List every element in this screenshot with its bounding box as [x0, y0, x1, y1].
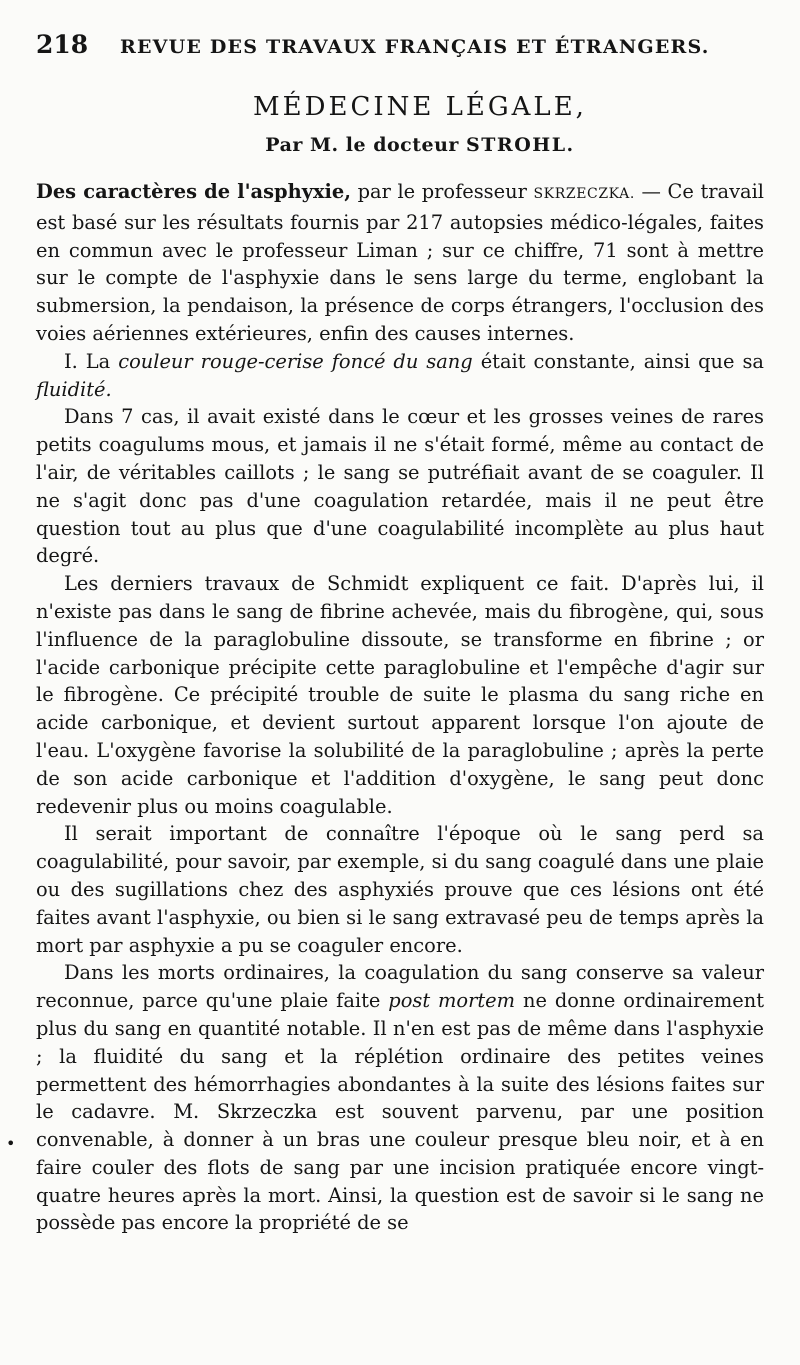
paragraph-3: Les derniers travaux de Schmidt expliquent ce fait. D'après lui, il n'existe pas dans le sang de fibrine achevée, mais du fibrogène, qui, sous l'influence de la paraglobuline dissoute, se transforme en fibrine ; or l'acide carbonique précipite cette paraglobuline et l'empêche d'agir sur le fibrogène. Ce précipité trouble de suite le plasma du sang riche en acide carbonique, et devient surtout apparent lorsque l'on ajoute de l'eau. L'oxygène favorise la solubilité de la paraglobuline ; après la perte de son acide carbonique et l'addition d'oxygène, le sang peut donc redevenir plus ou moins coagulable. [36, 572, 764, 818]
article-body [36, 178, 764, 1237]
paragraph-5-italic: post mortem [388, 989, 516, 1013]
paragraph-2: Dans 7 cas, il avait existé dans le cœur et les grosses veines de rares petits coagulums mous, et jamais il ne s'était formé, même au contact de l'air, de véritables caillots ; le sang se putréfiait avant de se coaguler. Il ne s'agit donc pas d'une coagulation retardée, mais il ne peut être question tout au plus que d'une coagulabilité incomplète au plus haut degré. [36, 405, 764, 568]
journal-title: REVUE DES TRAVAUX FRANÇAIS ET ÉTRANGERS. [120, 36, 710, 58]
paragraph-1-italic-2: fluidité. [36, 377, 112, 401]
article-byline-dash: — [641, 180, 661, 203]
paragraph-5 [36, 959, 764, 1237]
paragraph-5-a: Dans les morts ordinaires, la coagulation du sang conserve sa valeur reconnue, parce qu'une plaie faite [36, 961, 764, 1013]
article-intro: Ce travail est basé sur les résultats fournis par 217 autopsies médico-légales, faites en commun avec le professeur Liman ; sur ce chiffre, 71 sont à mettre sur le compte de l'asphyxie dans le sens large du terme, englobant la submersion, la pendaison, la présence de corps étrangers, l'occlusion des voies aériennes extérieures, enfin des causes internes. [36, 180, 764, 345]
paragraph-1 [36, 348, 764, 404]
paragraph-4: Il serait important de connaître l'époque où le sang perd sa coagulabilité, pour savoir, par exemple, si du sang coagulé dans une plaie ou des sugillations chez des asphyxiés prouve que ces lésions ont été faites avant l'asphyxie, ou bien si le sang extravasé peu de temps après la mort par asphyxie a pu se coaguler encore. [36, 822, 764, 957]
margin-bullet: • [6, 1134, 16, 1153]
article-title: Des caractères de l'asphyxie, [36, 180, 351, 203]
section-title: MÉDECINE LÉGALE, [253, 92, 587, 122]
author-line [76, 134, 764, 156]
article-title-paragraph [36, 178, 764, 348]
author-prefix: Par M. le docteur [265, 134, 459, 156]
paragraph-1-italic: couleur rouge-cerise foncé du sang [118, 349, 473, 373]
page-number: 218 [36, 30, 89, 59]
author-name: STROHL. [466, 134, 575, 156]
article-byline-text: par le professeur [357, 180, 527, 203]
article-byline-name: SKRZECZKA. [533, 186, 635, 202]
running-head [36, 30, 764, 74]
paragraph-1-mid: était constante, ainsi que sa [480, 349, 764, 373]
paragraph-1-lead: I. La [64, 349, 111, 373]
paragraph-5-b: ne donne ordinairement plus du sang en quantité notable. Il n'en est pas de même dans l'asphyxie ; la fluidité du sang et la réplétion ordinaire des petites veines permettent des hémorrhagies abondantes à la suite des lésions faites sur le cadavre. M. Skrzeczka est souvent parvenu, par une position convenable, à donner à un bras une couleur presque bleu noir, et à en faire couler des flots de sang par une incision pratiquée encore vingt-quatre heures après la mort. Ainsi, la question est de savoir si le sang ne possède pas encore la propriété de se [36, 989, 764, 1235]
